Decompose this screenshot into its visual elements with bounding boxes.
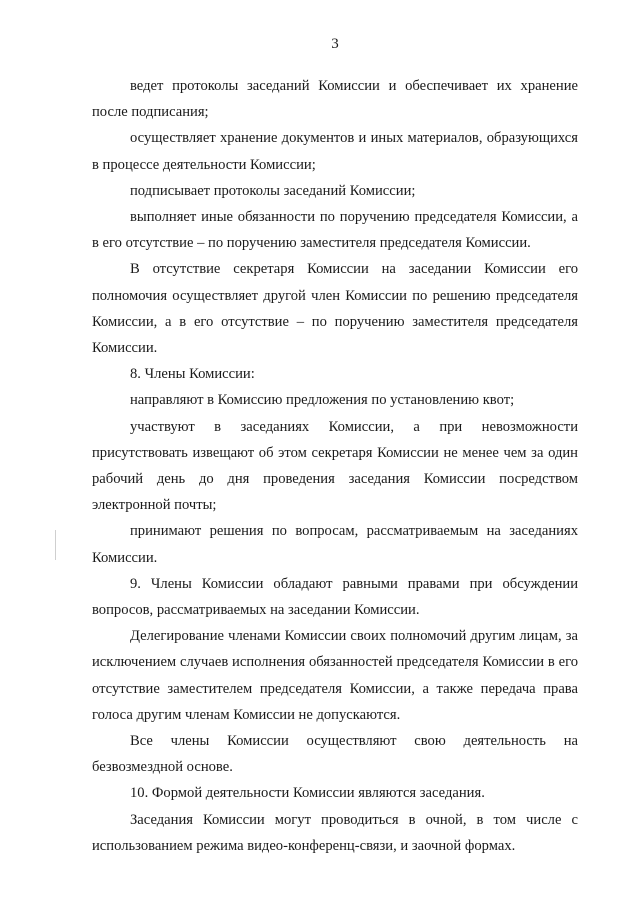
paragraph-quota-proposals: направляют в Комиссию предложения по установлению квот; — [130, 392, 515, 409]
scan-margin-mark — [55, 530, 56, 560]
paragraph-section-10: 10. Формой деятельности Комиссии являются заседания. — [130, 785, 485, 802]
paragraph-storage: осуществляет хранение документов и иных материалов, образующихся в процессе деятельности Комиссии; — [92, 130, 578, 173]
paragraph-section-9: 9. Члены Комиссии обладают равными правами при обсуждении вопросов, рассматриваемых на заседании Комиссии. — [92, 575, 578, 619]
paragraph-meeting-forms: Заседания Комиссии могут проводиться в очной, в том числе с использованием режима видео-конференц-связи, и заочной формах. — [92, 811, 578, 854]
paragraph-delegation: Делегирование членами Комиссии своих полномочий другим лицам, за исключением случаев исполнения обязанностей председателя Комиссии в его отсутствие заместителем председателя Комиссии, а также передача права голоса другим членам Комиссии не допускаются. — [92, 628, 578, 723]
paragraph-other-duties: выполняет иные обязанности по поручению председателя Комиссии, а в его отсутствие – по поручению заместителя председателя Комиссии. — [92, 209, 578, 252]
paragraph-participation: участвуют в заседаниях Комиссии, а при невозможности присутствовать извещают об этом секретаря Комиссии не менее чем за один рабочий день до дня проведения заседания Комиссии посредством электронной почты; — [92, 418, 578, 514]
paragraph-unpaid-basis: Все члены Комиссии осуществляют свою деятельность на безвозмездной основе. — [92, 733, 578, 776]
paragraph-section-8: 8. Члены Комиссии: — [130, 366, 255, 383]
paragraph-protocols: ведет протоколы заседаний Комиссии и обеспечивает их хранение после подписания; — [92, 78, 578, 121]
paragraph-decisions: принимают решения по вопросам, рассматриваемым на заседаниях Комиссии. — [92, 523, 578, 566]
page-number: 3 — [331, 36, 339, 52]
paragraph-signs: подписывает протоколы заседаний Комиссии; — [130, 182, 416, 199]
paragraph-secretary-absence: В отсутствие секретаря Комиссии на заседании Комиссии его полномочия осуществляет другой член Комиссии по решению председателя Комиссии, а в его отсутствие – по поручению заместителя председателя Комиссии. — [92, 261, 578, 357]
